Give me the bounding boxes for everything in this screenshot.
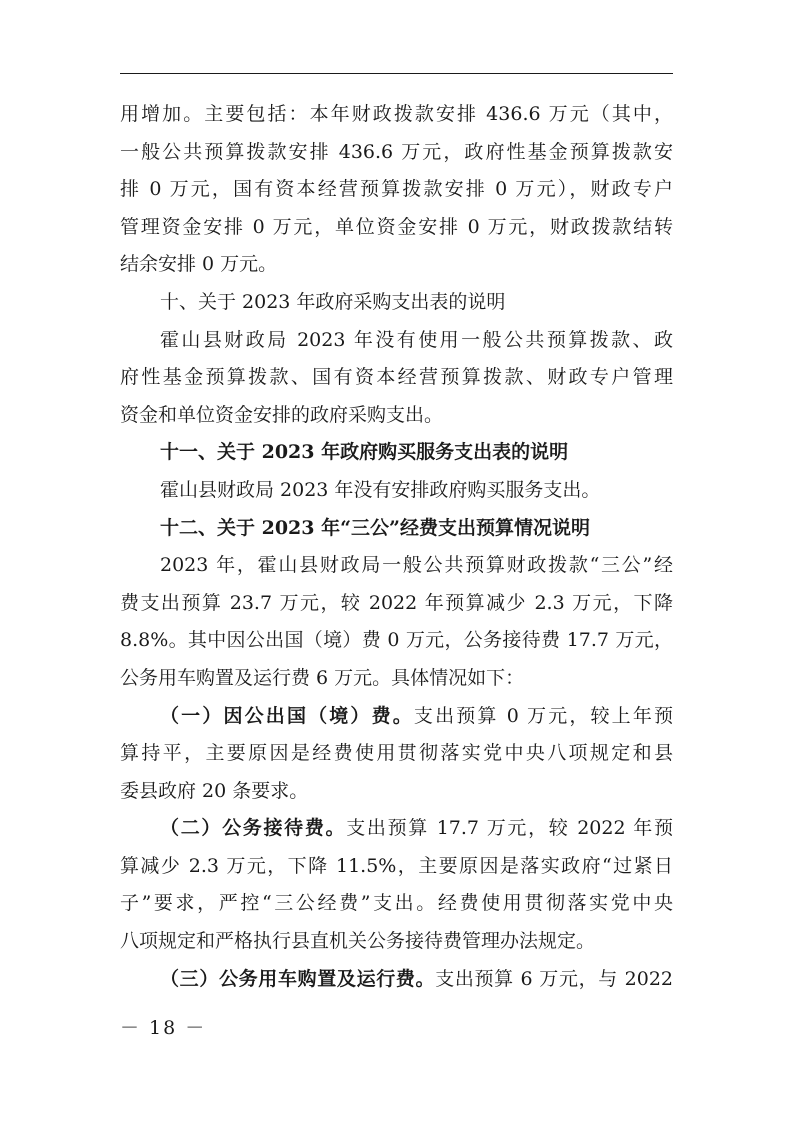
text-line [120,96,673,134]
text-segment: 霍山县财政局 2023 年没有使用一般公共预算拨款、政 [160,328,673,351]
text-line [120,134,673,172]
text-line [120,397,673,435]
text-line [120,923,673,961]
text-segment: 结余安排 0 万元。 [120,253,278,276]
text-line [120,246,673,284]
text-segment: 八项规定和严格执行县直机关公务接待费管理办法规定。 [120,930,596,953]
text-segment: 算减少 2.3 万元，下降 11.5%，主要原因是落实政府“过紧日 [120,854,673,877]
page-number: － 18 － [120,1017,207,1039]
text-line [120,434,673,472]
text-line [120,735,673,773]
bold-text-segment: 十二、关于 2023 年“三公”经费支出预算情况说明 [160,516,590,539]
bold-text-segment: （三）公务用车购置及运行费。 [160,967,436,990]
text-line [120,885,673,923]
text-line [120,510,673,548]
text-segment: 子”要求，严控“三公经费”支出。经费使用贯彻落实党中央 [120,892,673,915]
text-line [120,961,673,999]
text-line [120,171,673,209]
text-segment: 费支出预算 23.7 万元，较 2022 年预算减少 2.3 万元，下降 [120,591,673,614]
text-segment: 8.8%。其中因公出国（境）费 0 万元，公务接待费 17.7 万元， [120,629,673,652]
text-segment: 管理资金安排 0 万元，单位资金安排 0 万元，财政拨款结转 [120,215,673,238]
text-segment: 算持平，主要原因是经费使用贯彻落实党中央八项规定和县 [120,742,673,765]
text-segment: 委县政府 20 条要求。 [120,779,309,802]
text-segment: 霍山县财政局 2023 年没有安排政府购买服务支出。 [160,478,601,501]
text-line [120,773,673,811]
text-segment: 排 0 万元，国有资本经营预算拨款安排 0 万元），财政专户 [120,178,673,201]
text-line [120,698,673,736]
text-segment: 支出预算 0 万元，较上年预 [413,704,673,727]
text-line [120,472,673,510]
text-segment: 支出预算 17.7 万元，较 2022 年预 [346,817,673,840]
text-segment: 支出预算 6 万元，与 2022 [435,967,673,990]
text-line [120,547,673,585]
text-segment: 2023 年，霍山县财政局一般公共预算财政拨款“三公”经 [160,554,673,577]
document-body [120,96,673,998]
bold-text-segment: 十一、关于 2023 年政府购买服务支出表的说明 [160,441,569,464]
text-line [120,322,673,360]
text-line [120,585,673,623]
text-segment: 资金和单位资金安排的政府采购支出。 [120,403,444,426]
bold-text-segment: （二）公务接待费。 [160,817,347,840]
text-line [120,660,673,698]
text-segment: 公务用车购置及运行费 6 万元。具体情况如下： [120,666,525,689]
text-segment: 十、关于 2023 年政府采购支出表的说明 [160,290,506,313]
text-line [120,359,673,397]
text-line [120,848,673,886]
header-rule [120,73,673,74]
text-segment: 府性基金预算拨款、国有资本经营预算拨款、财政专户管理 [120,366,673,389]
text-segment: 一般公共预算拨款安排 436.6 万元，政府性基金预算拨款安 [120,140,673,163]
text-line [120,810,673,848]
text-line [120,622,673,660]
text-line [120,284,673,322]
text-segment: 用增加。主要包括：本年财政拨款安排 436.6 万元（其中， [120,103,673,125]
text-line [120,209,673,247]
bold-text-segment: （一）因公出国（境）费。 [160,704,414,727]
